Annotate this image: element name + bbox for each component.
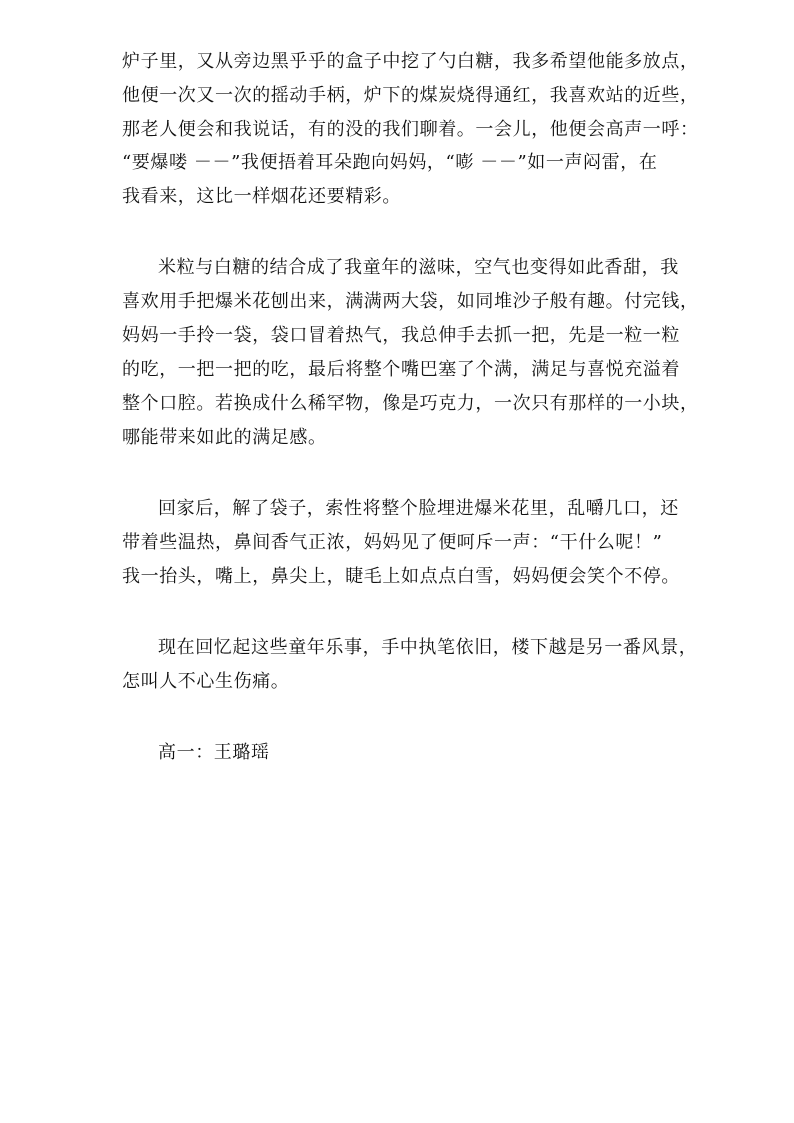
paragraph-line: 炉子里，又从旁边黑乎乎的盒子中挖了勺白糖，我多希望他能多放点，	[122, 51, 699, 72]
paragraph-line: 他便一次又一次的摇动手柄，炉下的煤炭烧得通红，我喜欢站的近些，	[122, 85, 699, 106]
paragraph-line: 那老人便会和我说话，有的没的我们聊着。一会儿，他便会高声一呼：	[122, 119, 699, 140]
paragraph-line: “要爆喽 －－”我便捂着耳朵跑向妈妈，“嘭 －－”如一声闷雷，在	[122, 152, 658, 173]
paragraph-line: 怎叫人不心生伤痛。	[122, 671, 290, 692]
paragraph-line: 我看来，这比一样烟花还要精彩。	[122, 186, 401, 207]
paragraph-line: 回家后，解了袋子，索性将整个脸埋进爆米花里，乱嚼几口，还	[158, 498, 679, 519]
paragraph-line: 整个口腔。若换成什么稀罕物，像是巧克力，一次只有那样的一小块，	[122, 393, 699, 414]
paragraph-line: 米粒与白糖的结合成了我童年的滋味，空气也变得如此香甜，我	[158, 257, 679, 278]
paragraph-line: 的吃，一把一把的吃，最后将整个嘴巴塞了个满，满足与喜悦充溢着	[122, 359, 680, 380]
paragraph-line: 妈妈一手拎一袋，袋口冒着热气，我总伸手去抓一把，先是一粒一粒	[122, 325, 680, 346]
paragraph-line: 带着些温热，鼻间香气正浓，妈妈见了便呵斥一声：“干什么呢！”	[122, 532, 663, 553]
paragraph-line: 喜欢用手把爆米花刨出来，满满两大袋，如同堆沙子般有趣。付完钱，	[122, 291, 699, 312]
paragraph-line: 哪能带来如此的满足感。	[122, 427, 327, 448]
author-signature: 高一：王璐瑶	[158, 742, 270, 763]
paragraph-line: 我一抬头，嘴上，鼻尖上，睫毛上如点点白雪，妈妈便会笑个不停。	[122, 566, 680, 587]
paragraph-line: 现在回忆起这些童年乐事，手中执笔依旧，楼下越是另一番风景，	[158, 637, 698, 658]
